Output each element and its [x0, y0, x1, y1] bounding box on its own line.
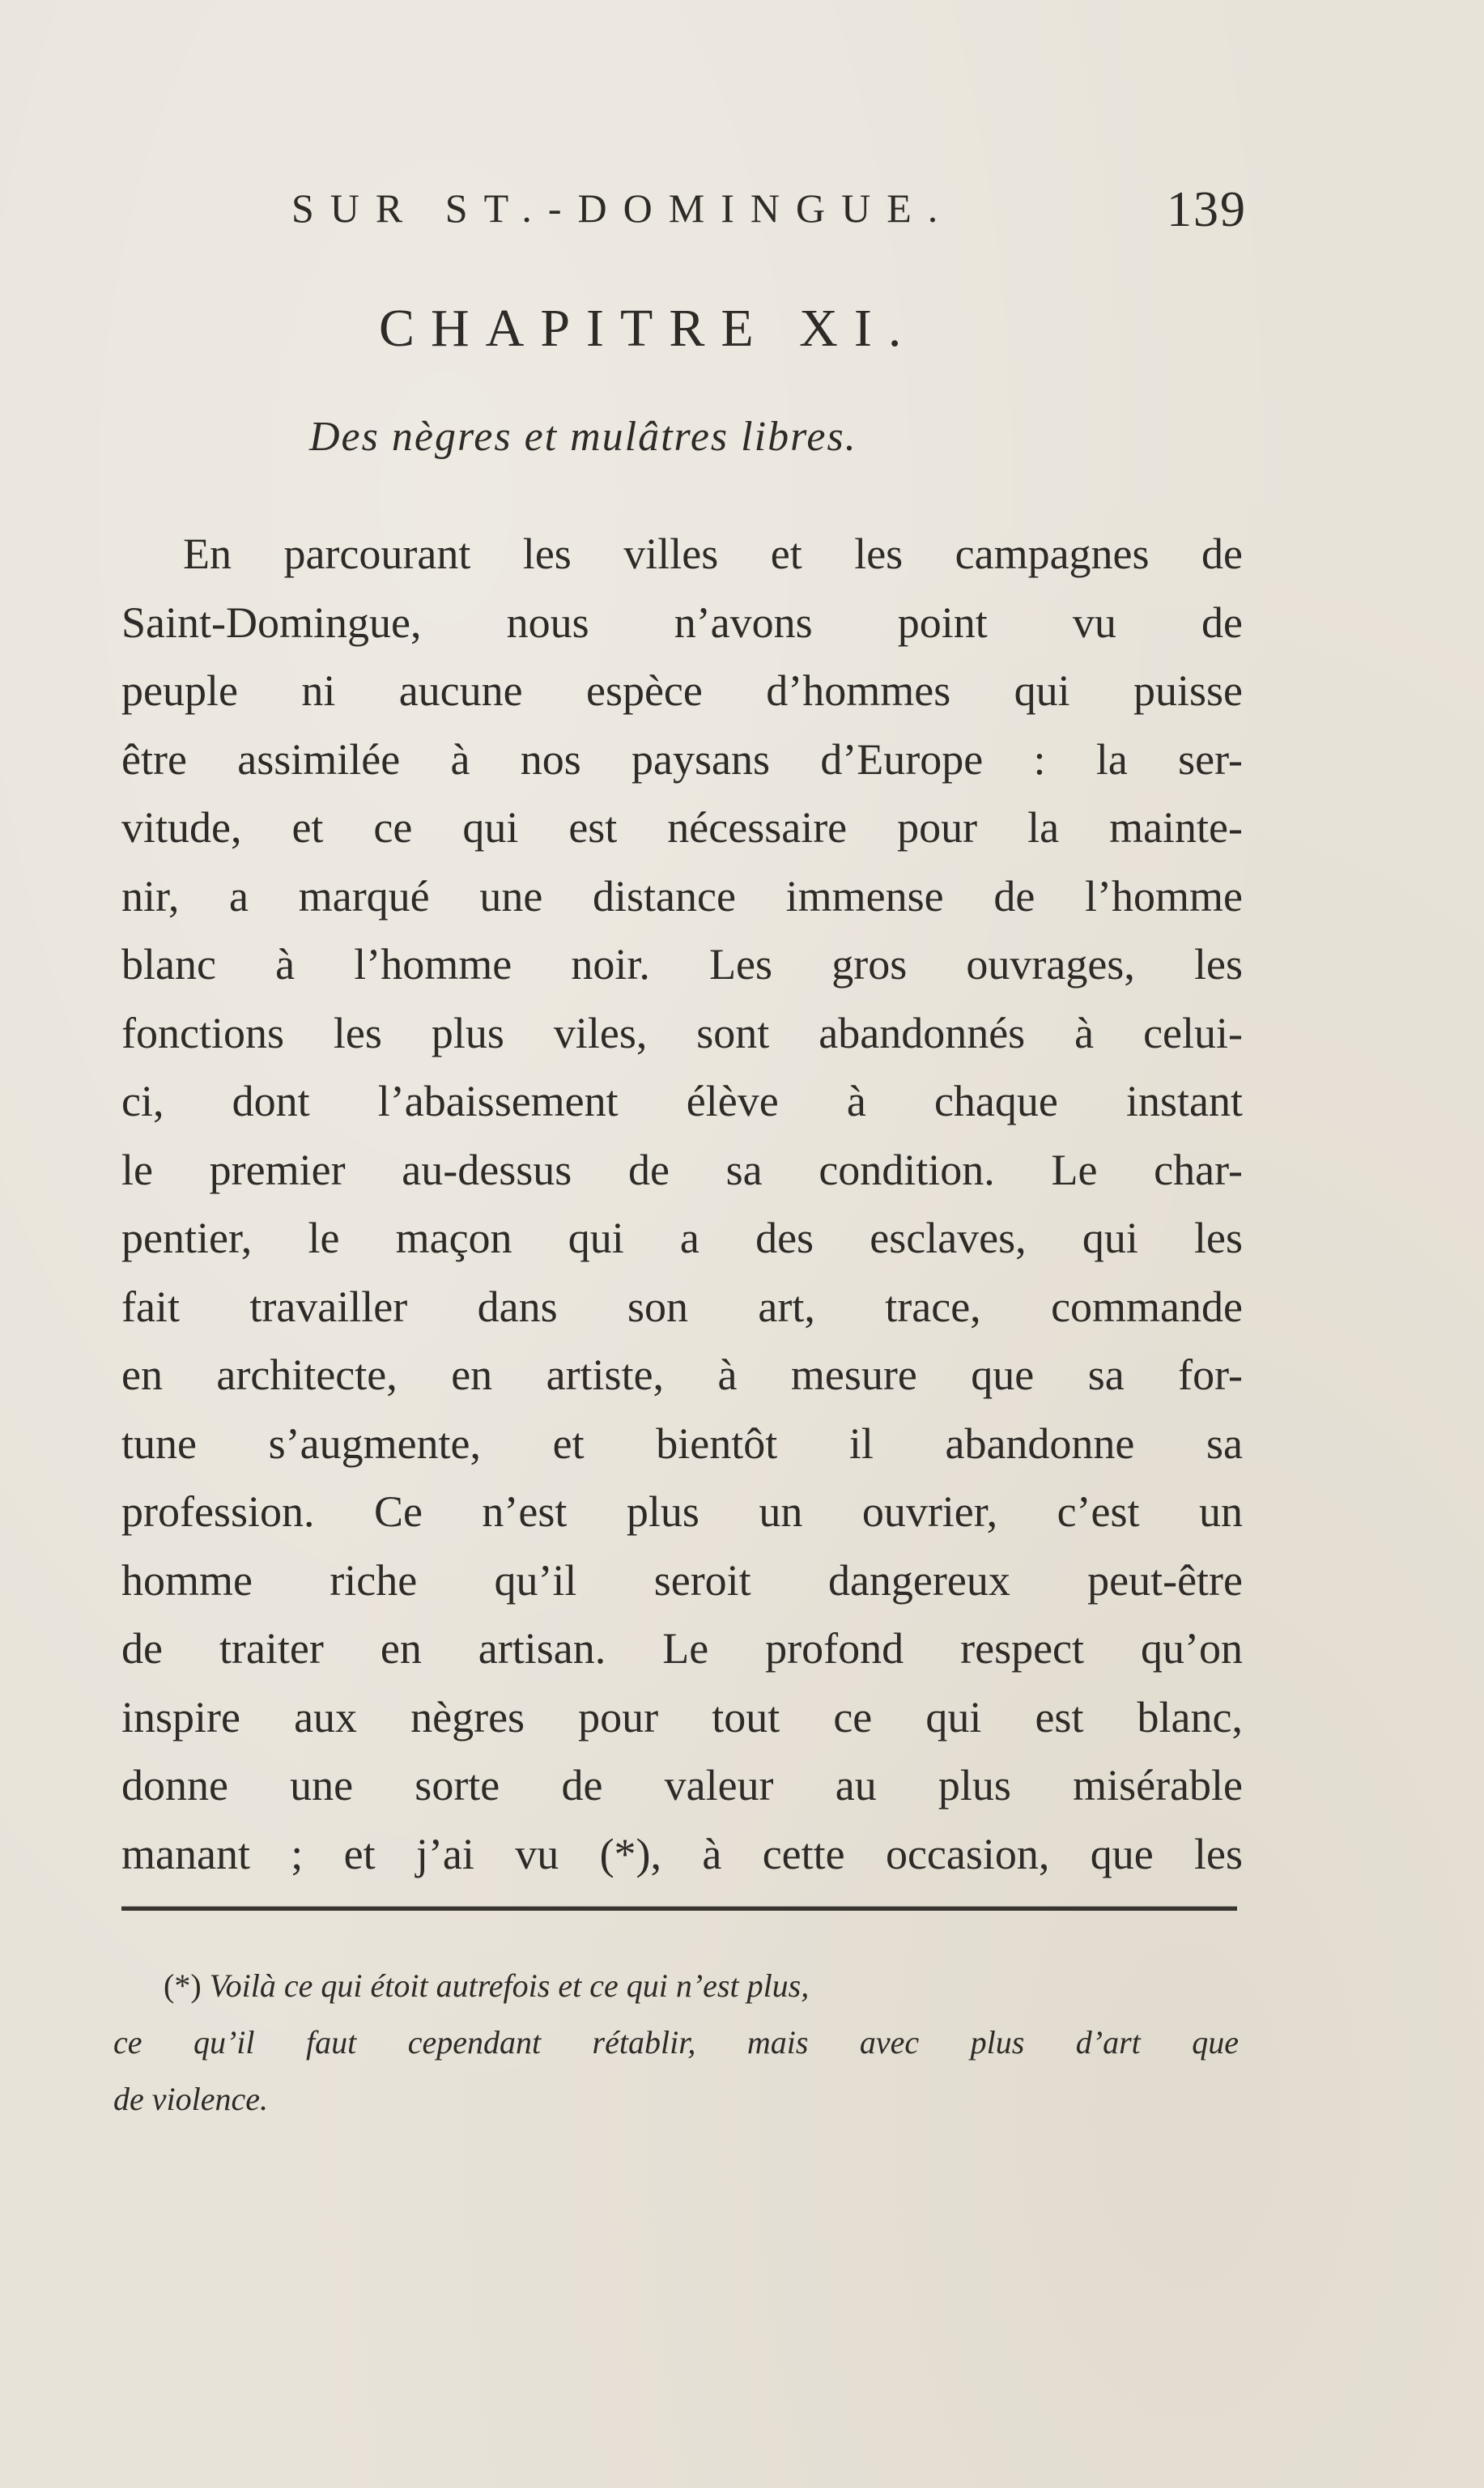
running-title: SUR ST.-DOMINGUE. — [291, 185, 955, 231]
body-line: fonctions les plus viles, sont abandonnés à celui- — [121, 1008, 1243, 1057]
body-line: être assimilée à nos paysans d’Europe : la ser- — [121, 734, 1243, 784]
footnote-divider — [121, 1907, 1237, 1911]
body-line: le premier au-dessus de sa condition. Le char- — [121, 1145, 1243, 1194]
body-line: de traiter en artisan. Le profond respect qu’on — [121, 1624, 1243, 1673]
footnote-marker: (*) — [164, 1967, 202, 2004]
body-line: tune s’augmente, et bientôt il abandonne sa — [121, 1418, 1243, 1468]
footnote-line-text: Voilà ce qui étoit autrefois et ce qui n’est plus, — [209, 1967, 810, 2004]
body-line: blanc à l’homme noir. Les gros ouvrages, les — [121, 940, 1243, 989]
body-line: peuple ni aucune espèce d’hommes qui puisse — [121, 666, 1243, 715]
body-line: vitude, et ce qui est nécessaire pour la mainte- — [121, 803, 1243, 852]
body-line: nir, a marqué une distance immense de l’homme — [121, 871, 1243, 921]
body-line: pentier, le maçon qui a des esclaves, qui les — [121, 1214, 1243, 1262]
body-line: inspire aux nègres pour tout ce qui est blanc, — [121, 1692, 1243, 1742]
body-line: En parcourant les villes et les campagnes de — [183, 529, 1243, 578]
body-line: homme riche qu’il seroit dangereux peut-être — [121, 1555, 1243, 1605]
body-line: manant ; et j’ai vu (*), à cette occasion, que les — [121, 1829, 1243, 1878]
body-line: fait travailler dans son art, trace, commande — [121, 1282, 1243, 1331]
footnote-line — [113, 1958, 1239, 2014]
body-line: donne une sorte de valeur au plus misérable — [121, 1761, 1243, 1810]
footnote-line: de violence. — [113, 2081, 268, 2117]
body-line: ci, dont l’abaissement élève à chaque instant — [121, 1077, 1243, 1125]
body-line: Saint-Domingue, nous n’avons point vu de — [121, 598, 1243, 647]
page-number: 139 — [1167, 182, 1247, 237]
body-line: profession. Ce n’est plus un ouvrier, c’est un — [121, 1487, 1243, 1536]
footnote-line: ce qu’il faut cependant rétablir, mais avec plus d’art que — [113, 2024, 1239, 2061]
footnote — [113, 1958, 1239, 2128]
chapter-title: CHAPITRE XI. — [379, 299, 918, 358]
body-line: en architecte, en artiste, à mesure que sa for- — [121, 1350, 1243, 1399]
chapter-subtitle: Des nègres et mulâtres libres. — [309, 414, 857, 460]
body-text — [121, 520, 1243, 1888]
running-head — [291, 182, 1247, 241]
